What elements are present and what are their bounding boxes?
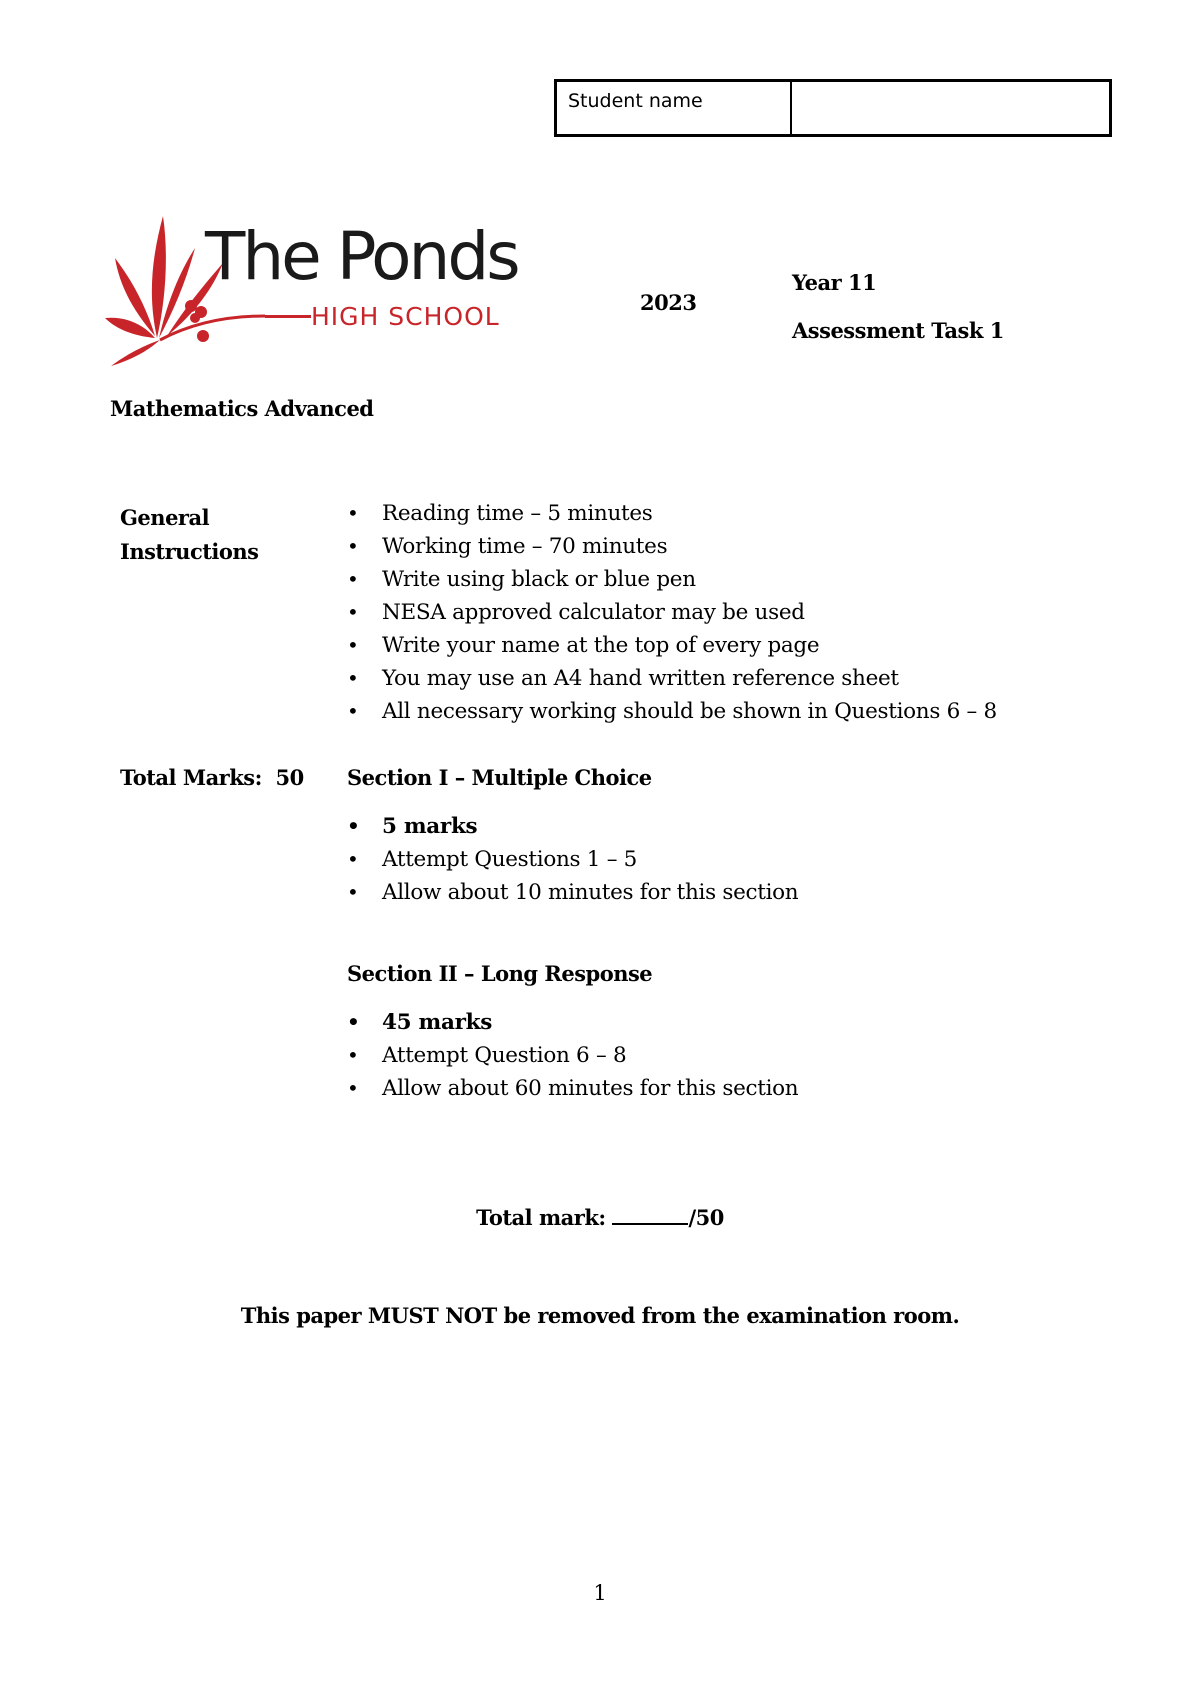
list-item: • Reading time – 5 minutes: [347, 497, 997, 530]
total-marks-label: Total Marks: 50: [120, 765, 304, 790]
page-number: 1: [593, 1581, 607, 1605]
student-name-box: [554, 79, 1112, 137]
list-item: • All necessary working should be shown in Questions 6 – 8: [347, 695, 997, 728]
exam-room-warning: This paper MUST NOT be removed from the examination room.: [240, 1303, 960, 1328]
year-level: Year 11: [792, 270, 877, 295]
total-mark-blank[interactable]: [612, 1205, 688, 1225]
section-1-marks: • 5 marks: [347, 810, 798, 843]
section-1-title: Section I – Multiple Choice: [347, 765, 652, 790]
subject-title: Mathematics Advanced: [110, 396, 374, 421]
list-item: • Working time – 70 minutes: [347, 530, 997, 563]
section-2-title: Section II – Long Response: [347, 961, 653, 986]
section-1-list: [347, 810, 798, 909]
logo-subtitle: HIGH SCHOOL: [311, 302, 500, 331]
student-name-field[interactable]: [792, 82, 1109, 134]
general-instructions-list: [347, 497, 997, 728]
general-label-line1: General: [120, 505, 210, 530]
list-item: • You may use an A4 hand written reference sheet: [347, 662, 997, 695]
list-item: • Allow about 60 minutes for this section: [347, 1072, 798, 1105]
list-item: • Write your name at the top of every page: [347, 629, 997, 662]
logo-line: [265, 314, 311, 320]
logo-title: The Ponds: [205, 218, 518, 295]
student-name-label: Student name: [557, 82, 792, 134]
total-mark-label: Total mark:: [476, 1205, 606, 1230]
section-2-marks: • 45 marks: [347, 1006, 798, 1039]
total-mark-line: [0, 1205, 1200, 1230]
list-item: • Attempt Questions 1 – 5: [347, 843, 798, 876]
total-mark-suffix: /50: [688, 1205, 724, 1230]
list-item: • NESA approved calculator may be used: [347, 596, 997, 629]
exam-year: 2023: [640, 290, 697, 315]
list-item: • Attempt Question 6 – 8: [347, 1039, 798, 1072]
general-label-line2: Instructions: [120, 539, 259, 564]
school-logo: [105, 208, 518, 368]
list-item: • Write using black or blue pen: [347, 563, 997, 596]
section-2-list: [347, 1006, 798, 1105]
general-instructions-label: [120, 501, 259, 569]
assessment-task: Assessment Task 1: [792, 318, 1004, 343]
list-item: • Allow about 10 minutes for this section: [347, 876, 798, 909]
